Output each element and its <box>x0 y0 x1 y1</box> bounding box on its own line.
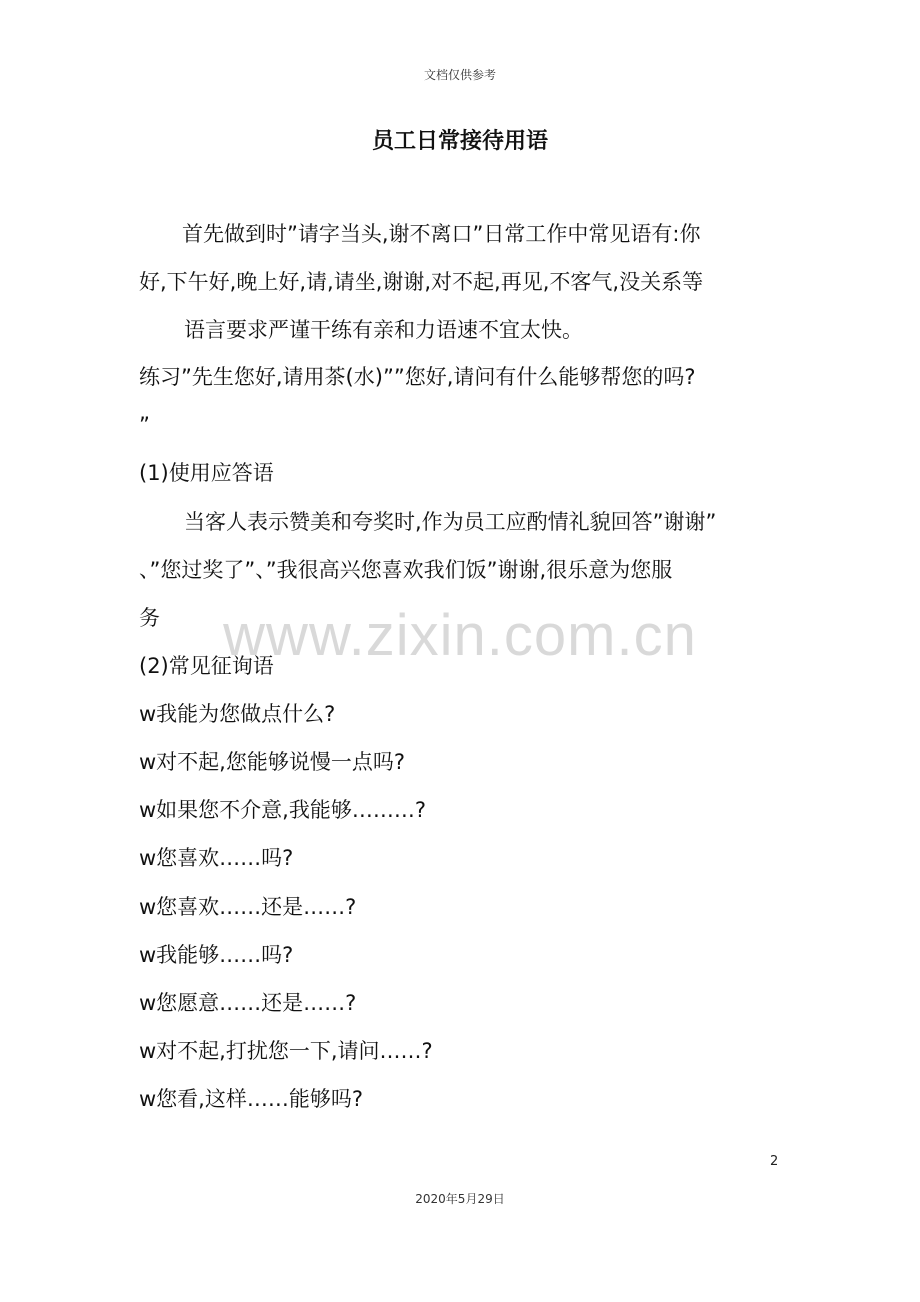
list-item: w对不起,您能够说慢一点吗? <box>139 750 405 774</box>
list-item: w如果您不介意,我能够………? <box>139 798 426 822</box>
paragraph-line: 务 <box>139 606 160 630</box>
list-item: w您看,这样……能够吗? <box>139 1087 363 1111</box>
list-item: w我能为您做点什么? <box>139 702 336 726</box>
paragraph-line: 首先做到时”请字当头,谢不离口”日常工作中常见语有:你 <box>182 222 701 246</box>
paragraph-line: ” <box>139 413 150 437</box>
list-item: w您喜欢……吗? <box>139 846 294 870</box>
footer-date: 2020年5月29日 <box>415 1192 505 1206</box>
section-heading: (1)使用应答语 <box>139 461 274 485</box>
list-item: w您愿意……还是……? <box>139 991 357 1015</box>
page-title: 员工日常接待用语 <box>371 129 548 154</box>
list-item: w您喜欢……还是……? <box>139 895 357 919</box>
section-heading: (2)常见征询语 <box>139 654 274 678</box>
list-item: w对不起,打扰您一下,请问……? <box>139 1039 433 1063</box>
list-item: w我能够……吗? <box>139 943 294 967</box>
paragraph-line: 好,下午好,晚上好,请,请坐,谢谢,对不起,再见,不客气,没关系等 <box>139 270 704 294</box>
watermark: www.zixin.com.cn <box>223 603 697 668</box>
paragraph-line: 语言要求严谨干练有亲和力语速不宜太快。 <box>184 318 583 342</box>
header-note: 文档仅供参考 <box>423 68 496 82</box>
paragraph-line: 练习”先生您好,请用茶(水)””您好,请问有什么能够帮您的吗? <box>139 365 696 389</box>
paragraph-line: 当客人表示赞美和夸奖时,作为员工应酌情礼貌回答”谢谢” <box>184 510 717 534</box>
page-number: 2 <box>770 1154 779 1169</box>
paragraph-line: 、”您过奖了”、”我很高兴您喜欢我们饭”谢谢,很乐意为您服 <box>139 558 673 582</box>
